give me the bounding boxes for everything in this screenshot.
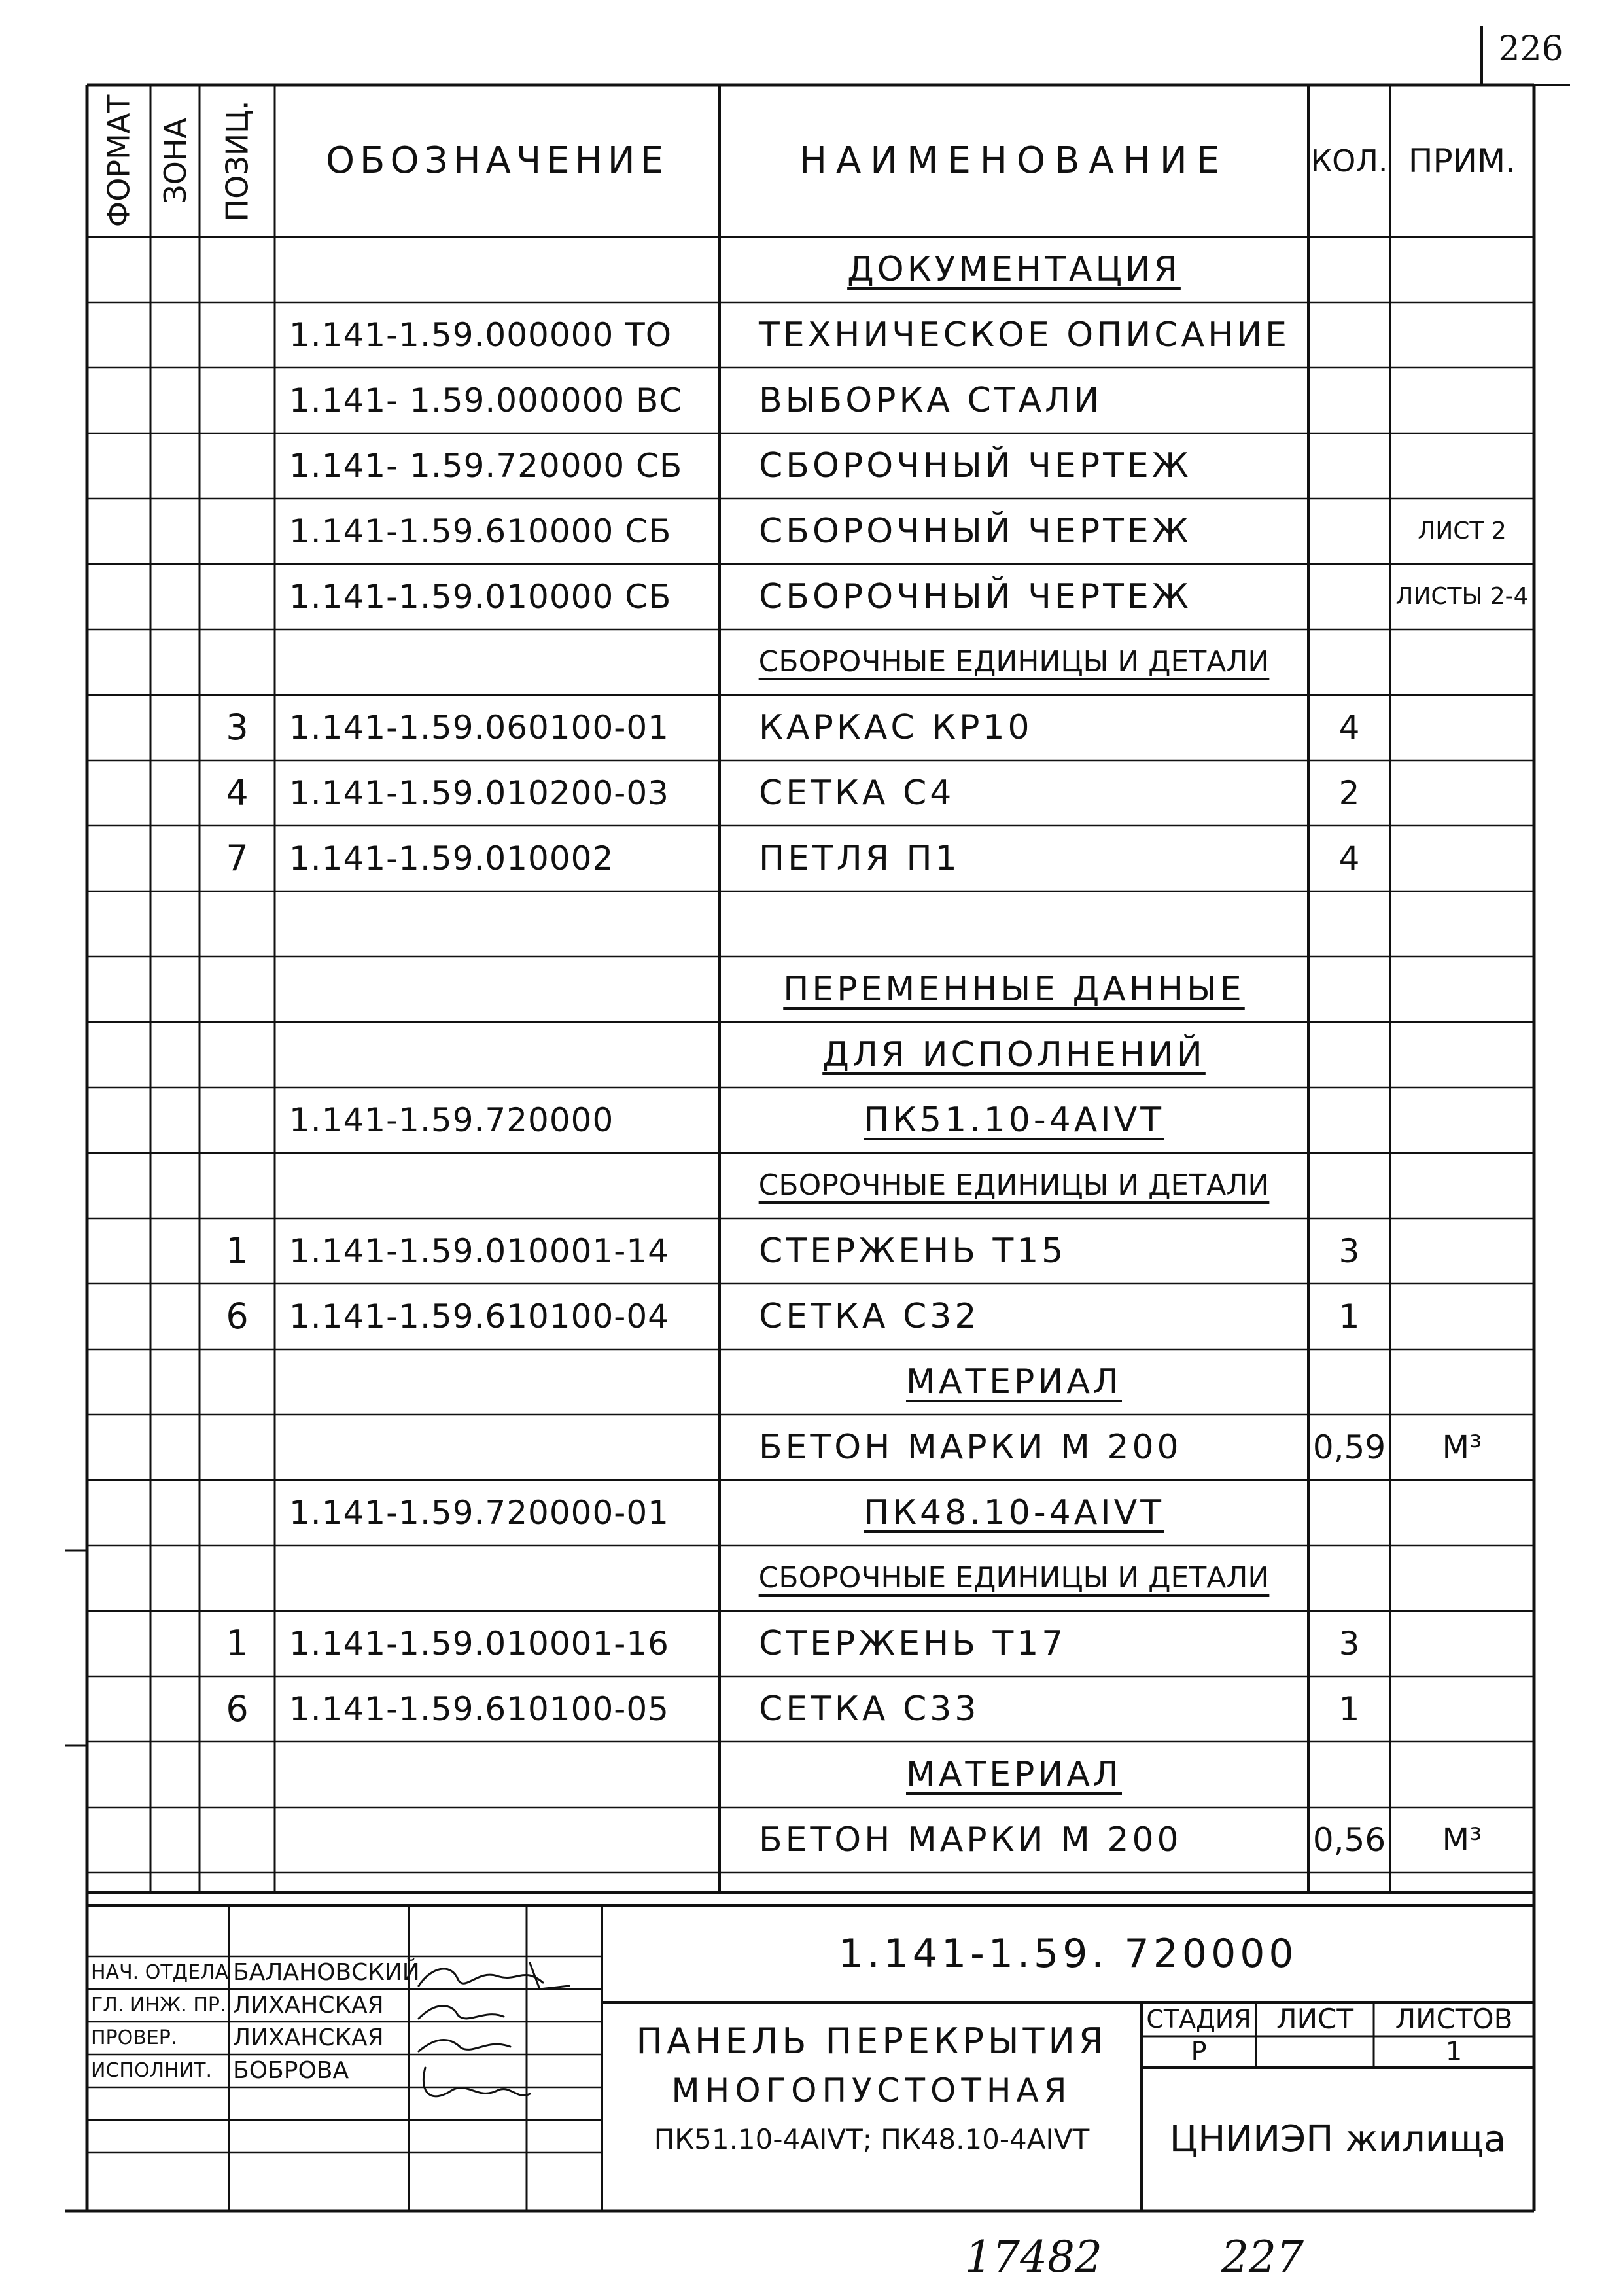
sheets-value: 1 bbox=[1445, 2037, 1463, 2067]
row-name-cell bbox=[720, 1284, 1308, 1349]
row-name: СЕТКА С4 bbox=[759, 773, 955, 813]
row-qty: 4 bbox=[1338, 709, 1360, 747]
stage-value-cell bbox=[1142, 2036, 1256, 2068]
signature-name: ЛИХАНСКАЯ bbox=[233, 1992, 384, 2019]
row-name: ДОКУМЕНТАЦИЯ bbox=[847, 250, 1181, 289]
row-note-cell bbox=[1390, 1807, 1534, 1873]
row-designation: 1.141-1.59.610000 СБ bbox=[289, 512, 672, 550]
row-note: М³ bbox=[1442, 1822, 1482, 1858]
signature-role-cell bbox=[87, 2022, 229, 2055]
document-code-cell bbox=[602, 1905, 1534, 2002]
header-qty-cell bbox=[1308, 85, 1390, 237]
row-designation-cell bbox=[275, 695, 720, 760]
title-line2-cell bbox=[602, 2068, 1142, 2113]
row-qty-cell bbox=[1308, 1218, 1390, 1284]
row-note-cell bbox=[1390, 499, 1534, 564]
row-position: 1 bbox=[226, 1623, 249, 1664]
header-name-cell bbox=[720, 85, 1308, 237]
sheets-label: ЛИСТОВ bbox=[1395, 2003, 1513, 2035]
row-designation: 1.141-1.59.610100-04 bbox=[289, 1298, 669, 1335]
row-designation-cell bbox=[275, 433, 720, 499]
footer-page-number: 227 bbox=[1221, 2232, 1304, 2282]
row-designation-cell bbox=[275, 1611, 720, 1676]
row-position: 1 bbox=[226, 1230, 249, 1271]
stage-value: Р bbox=[1191, 2037, 1207, 2067]
row-name-cell bbox=[720, 1807, 1308, 1873]
row-name: СБОРОЧНЫЕ ЕДИНИЦЫ И ДЕТАЛИ bbox=[758, 1561, 1270, 1595]
signature-role-cell bbox=[87, 1956, 229, 1989]
sheet-label-cell bbox=[1256, 2002, 1374, 2036]
header-zone: ЗОНА bbox=[157, 118, 193, 204]
row-position: 3 bbox=[226, 707, 249, 748]
row-position: 7 bbox=[226, 838, 249, 879]
row-qty-cell bbox=[1308, 826, 1390, 891]
row-name: СБОРОЧНЫЙ ЧЕРТЕЖ bbox=[759, 512, 1192, 551]
signature-scribble-2 bbox=[419, 2006, 504, 2019]
row-designation: 1.141-1.59.720000 bbox=[289, 1101, 614, 1139]
row-name-cell bbox=[720, 1153, 1308, 1218]
organization-cell bbox=[1142, 2068, 1534, 2211]
signature-role-cell bbox=[87, 2055, 229, 2087]
signature-name: БАЛАНОВСКИЙ bbox=[233, 1959, 420, 1986]
row-name-cell bbox=[720, 1545, 1308, 1611]
signature-role: НАЧ. ОТДЕЛА bbox=[91, 1961, 229, 1984]
row-position: 6 bbox=[226, 1296, 249, 1337]
row-designation-cell bbox=[275, 499, 720, 564]
row-name: СЕТКА С33 bbox=[759, 1689, 980, 1729]
row-designation-cell bbox=[275, 302, 720, 368]
row-name-cell bbox=[720, 695, 1308, 760]
stage-label-cell bbox=[1142, 2002, 1256, 2036]
row-position-cell bbox=[200, 1218, 275, 1284]
row-qty-cell bbox=[1308, 1284, 1390, 1349]
row-position: 6 bbox=[226, 1688, 249, 1729]
row-designation: 1.141-1.59.720000-01 bbox=[289, 1494, 669, 1532]
row-name: СБОРОЧНЫЙ ЧЕРТЕЖ bbox=[759, 446, 1192, 486]
row-qty-cell bbox=[1308, 695, 1390, 760]
row-qty-cell bbox=[1308, 1611, 1390, 1676]
signature-role: ГЛ. ИНЖ. ПР. bbox=[91, 1994, 226, 2017]
header-designation: ОБОЗНАЧЕНИЕ bbox=[325, 139, 669, 182]
row-name: ПК51.10-4АIVТ bbox=[864, 1101, 1164, 1140]
row-position-cell bbox=[200, 1284, 275, 1349]
title-line3-cell bbox=[602, 2113, 1142, 2166]
row-qty: 1 bbox=[1338, 1298, 1360, 1335]
signature-scribble-4 bbox=[423, 2068, 530, 2096]
row-designation-cell bbox=[275, 826, 720, 891]
row-qty-cell bbox=[1308, 1415, 1390, 1480]
row-qty-cell bbox=[1308, 1676, 1390, 1742]
row-name-cell bbox=[720, 433, 1308, 499]
row-designation-cell bbox=[275, 564, 720, 629]
row-name-cell bbox=[720, 957, 1308, 1022]
inventory-number: 17482 bbox=[965, 2232, 1102, 2282]
signature-scribble-1 bbox=[419, 1963, 569, 1989]
row-qty: 0,59 bbox=[1312, 1428, 1386, 1466]
signature-role: ПРОВЕР. bbox=[91, 2026, 177, 2049]
row-name-cell bbox=[720, 1415, 1308, 1480]
header-position-cell bbox=[200, 85, 275, 237]
header-format-cell bbox=[87, 85, 150, 237]
row-note: М³ bbox=[1442, 1429, 1482, 1466]
signature-scribble-3 bbox=[419, 2040, 510, 2052]
page-number-top: 226 bbox=[1498, 29, 1563, 69]
row-qty-cell bbox=[1308, 760, 1390, 826]
row-qty: 0,56 bbox=[1312, 1821, 1386, 1859]
row-name: СБОРОЧНЫЙ ЧЕРТЕЖ bbox=[759, 577, 1192, 616]
row-name-cell bbox=[720, 1611, 1308, 1676]
row-designation: 1.141-1.59.010200-03 bbox=[289, 774, 669, 812]
row-name: СБОРОЧНЫЕ ЕДИНИЦЫ И ДЕТАЛИ bbox=[758, 1169, 1270, 1202]
sheets-value-cell bbox=[1374, 2036, 1534, 2068]
signature-name-cell bbox=[229, 2055, 409, 2087]
row-name-cell bbox=[720, 629, 1308, 695]
signature-role: ИСПОЛНИТ. bbox=[91, 2059, 212, 2082]
row-qty: 2 bbox=[1338, 774, 1360, 812]
row-note: ЛИСТЫ 2-4 bbox=[1395, 583, 1529, 610]
row-designation-cell bbox=[275, 1676, 720, 1742]
row-name: ТЕХНИЧЕСКОЕ ОПИСАНИЕ bbox=[759, 315, 1290, 355]
row-name-cell bbox=[720, 368, 1308, 433]
stage-label: СТАДИЯ bbox=[1146, 2005, 1251, 2034]
row-designation-cell bbox=[275, 368, 720, 433]
row-name: ВЫБОРКА СТАЛИ bbox=[759, 381, 1103, 420]
footer-page-number-cell bbox=[1191, 2225, 1335, 2290]
signature-name: БОБРОВА bbox=[233, 2057, 349, 2084]
row-name: ПЕРЕМЕННЫЕ ДАННЫЕ bbox=[783, 970, 1245, 1009]
row-designation: 1.141- 1.59.000000 ВС bbox=[289, 381, 683, 419]
row-name: СТЕРЖЕНЬ Т17 bbox=[759, 1624, 1067, 1663]
row-position-cell bbox=[200, 1676, 275, 1742]
row-designation: 1.141-1.59.000000 ТО bbox=[289, 316, 672, 354]
row-qty: 4 bbox=[1338, 839, 1360, 877]
signature-name: ЛИХАНСКАЯ bbox=[233, 2024, 384, 2051]
signature-name-cell bbox=[229, 2022, 409, 2055]
header-qty: КОЛ. bbox=[1310, 143, 1388, 179]
row-name-cell bbox=[720, 302, 1308, 368]
row-name-cell bbox=[720, 1349, 1308, 1415]
header-designation-cell bbox=[275, 85, 720, 237]
row-name-cell bbox=[720, 826, 1308, 891]
document-code: 1.141-1.59. 720000 bbox=[838, 1931, 1298, 1977]
sheet-label: ЛИСТ bbox=[1276, 2003, 1353, 2035]
row-note-cell bbox=[1390, 1415, 1534, 1480]
row-name-cell bbox=[720, 1676, 1308, 1742]
row-name: ДЛЯ ИСПОЛНЕНИЙ bbox=[822, 1035, 1206, 1074]
title-line1-cell bbox=[602, 2015, 1142, 2068]
row-name: СТЕРЖЕНЬ Т15 bbox=[759, 1231, 1067, 1271]
row-name-cell bbox=[720, 237, 1308, 302]
inventory-number-cell bbox=[929, 2225, 1138, 2290]
row-name: СБОРОЧНЫЕ ЕДИНИЦЫ И ДЕТАЛИ bbox=[758, 645, 1270, 679]
signature-role-cell bbox=[87, 1989, 229, 2022]
row-name: МАТЕРИАЛ bbox=[906, 1755, 1122, 1794]
row-designation: 1.141-1.59.010001-16 bbox=[289, 1625, 669, 1663]
row-name-cell bbox=[720, 1087, 1308, 1153]
signature-name-cell bbox=[229, 1956, 420, 1989]
row-name: КАРКАС КР10 bbox=[759, 708, 1033, 747]
title-line3: ПК51.10-4АIVТ; ПК48.10-4АIVТ bbox=[654, 2123, 1090, 2155]
row-qty: 3 bbox=[1338, 1625, 1360, 1663]
row-name-cell bbox=[720, 760, 1308, 826]
row-name: МАТЕРИАЛ bbox=[906, 1362, 1122, 1402]
row-designation-cell bbox=[275, 1087, 720, 1153]
row-name: БЕТОН МАРКИ М 200 bbox=[759, 1820, 1182, 1860]
row-designation: 1.141-1.59.010001-14 bbox=[289, 1232, 669, 1270]
title-line2: МНОГОПУСТОТНАЯ bbox=[671, 2072, 1072, 2110]
signature-name-cell bbox=[229, 1989, 409, 2022]
row-name: БЕТОН МАРКИ М 200 bbox=[759, 1428, 1182, 1467]
row-name: ПЕТЛЯ П1 bbox=[759, 839, 960, 878]
row-qty-cell bbox=[1308, 1807, 1390, 1873]
row-name: СЕТКА С32 bbox=[759, 1297, 980, 1336]
title-line1: ПАНЕЛЬ ПЕРЕКРЫТИЯ bbox=[636, 2021, 1108, 2062]
row-position-cell bbox=[200, 1611, 275, 1676]
row-name-cell bbox=[720, 1218, 1308, 1284]
row-designation-cell bbox=[275, 1218, 720, 1284]
header-name: НАИМЕНОВАНИЕ bbox=[799, 139, 1229, 182]
row-designation: 1.141- 1.59.720000 СБ bbox=[289, 447, 683, 485]
row-designation-cell bbox=[275, 1480, 720, 1545]
row-name-cell bbox=[720, 1480, 1308, 1545]
row-qty: 3 bbox=[1338, 1232, 1360, 1270]
header-note: ПРИМ. bbox=[1408, 142, 1516, 180]
header-note-cell bbox=[1390, 85, 1534, 237]
row-qty: 1 bbox=[1338, 1690, 1360, 1728]
row-designation: 1.141-1.59.060100-01 bbox=[289, 709, 669, 747]
row-name-cell bbox=[720, 1022, 1308, 1087]
row-designation-cell bbox=[275, 760, 720, 826]
sheets-label-cell bbox=[1374, 2002, 1534, 2036]
row-designation: 1.141-1.59.010002 bbox=[289, 839, 614, 877]
organization: ЦНИИЭП жилища bbox=[1169, 2117, 1507, 2161]
row-position-cell bbox=[200, 760, 275, 826]
header-position: ПОЗИЦ. bbox=[219, 100, 255, 222]
row-position-cell bbox=[200, 695, 275, 760]
row-name-cell bbox=[720, 1742, 1308, 1807]
header-zone-cell bbox=[150, 85, 200, 237]
row-name: ПК48.10-4АIVТ bbox=[864, 1493, 1164, 1532]
row-name-cell bbox=[720, 564, 1308, 629]
row-designation: 1.141-1.59.610100-05 bbox=[289, 1690, 669, 1728]
row-designation-cell bbox=[275, 1284, 720, 1349]
row-note: ЛИСТ 2 bbox=[1418, 518, 1507, 544]
row-designation: 1.141-1.59.010000 СБ bbox=[289, 578, 672, 616]
row-position-cell bbox=[200, 826, 275, 891]
row-note-cell bbox=[1390, 564, 1534, 629]
header-format: ФОРМАТ bbox=[101, 94, 137, 228]
page-number-top-cell bbox=[1485, 26, 1577, 72]
row-position: 4 bbox=[226, 772, 249, 813]
row-name-cell bbox=[720, 499, 1308, 564]
